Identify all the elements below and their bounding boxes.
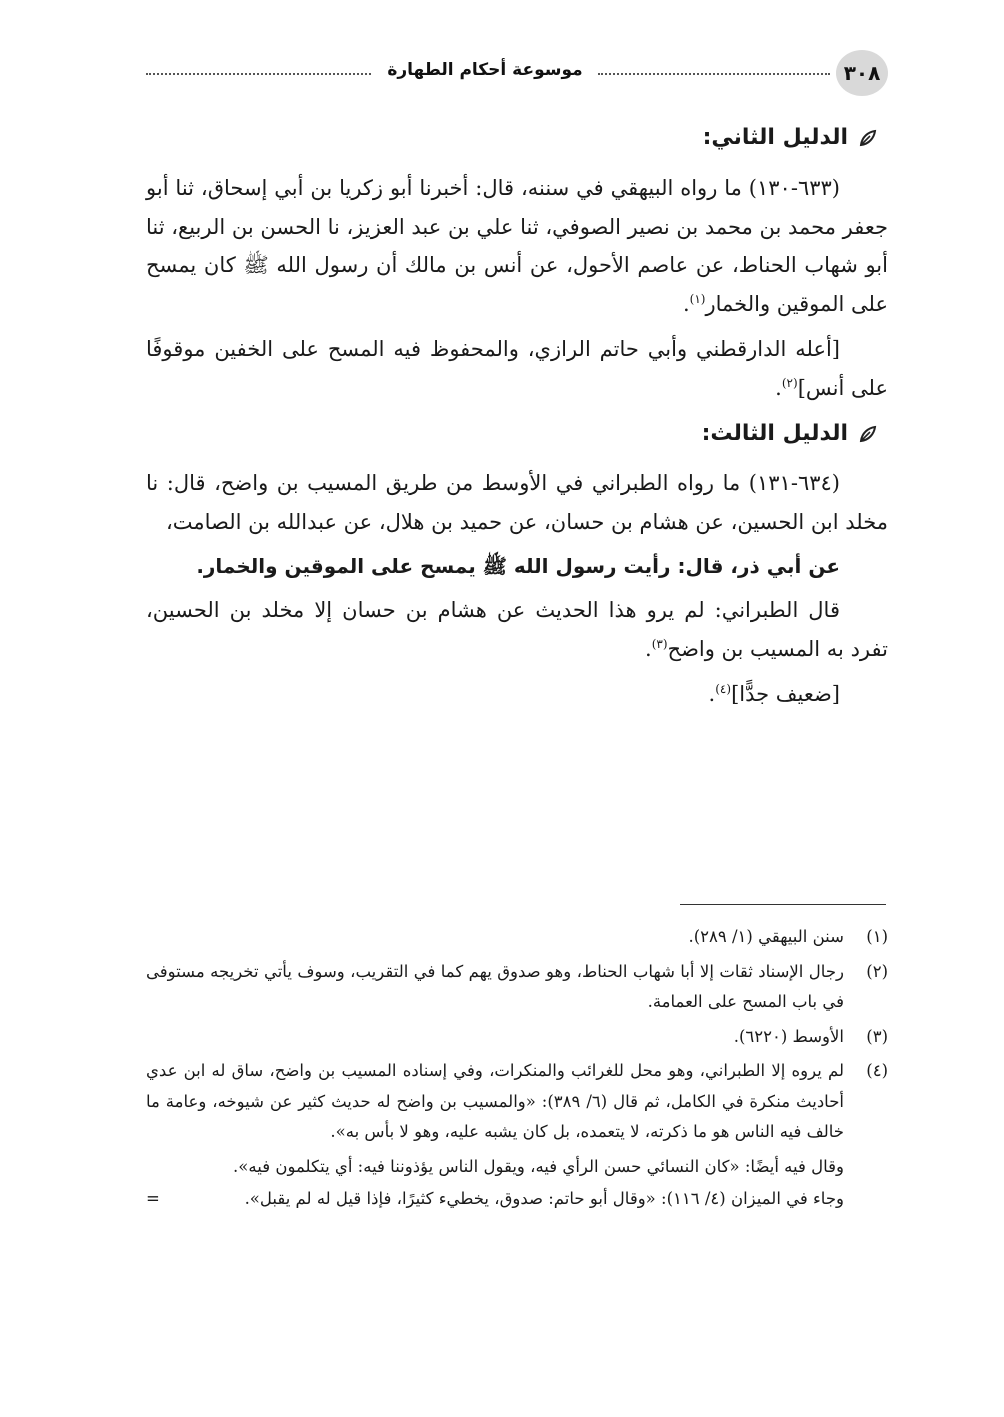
footnote-continuation <box>146 1184 888 1215</box>
section-heading-text: الدليل الثاني: <box>702 125 848 150</box>
grading-paragraph: [ضعيف جدًّا]$^{(٤)}$. <box>708 681 840 706</box>
paragraph: (٦٣٣-١٣٠) ما رواه البيهقي في سننه، قال: أخبرنا أبو زكريا بن أبي إسحاق، ثنا أبو جعفر محمد بن محمد بن نصير الصوفي، ثنا علي بن عبد العزيز، نا الحسن بن الربيع، ثنا أبو شهاب الحناط، عن عاصم الأحول، عن أنس بن مالك أن رسول الله ﷺ كان يمسح على الموقين والخمار$^{(١)}$. <box>146 175 888 317</box>
footnote-text: سنن البيهقي (١/ ٢٨٩). <box>688 927 844 946</box>
page-number: ٣٠٨ <box>843 61 881 85</box>
paragraph: (٦٣٤-١٣١) ما رواه الطبراني في الأوسط من طريق المسيب بن واضح، قال: نا مخلد ابن الحسين، عن هشام بن حسان، عن حميد بن هلال، عن عبدالله بن الصامت، <box>146 471 888 535</box>
page-number-badge <box>836 50 888 96</box>
main-text <box>146 118 888 720</box>
footnote-continuation-text: وجاء في الميزان (٤/ ١١٦): «وقال أبو حاتم: صدوق، يخطيء كثيرًا، فإذا قيل له لم يقبل». <box>244 1189 844 1209</box>
footnote-separator <box>680 904 886 905</box>
hadith-text: عن أبي ذر، قال: رأيت رسول الله ﷺ يمسح على الموقين والخمار. <box>196 554 840 579</box>
footnote <box>146 922 888 953</box>
paragraph: قال الطبراني: لم يرو هذا الحديث عن هشام بن حسان إلا مخلد بن الحسين، تفرد به المسيب بن واضح$^{(٣)}$. <box>146 598 888 661</box>
footnote-continuation: وقال فيه أيضًا: «كان النسائي حسن الرأي فيه، ويقول الناس يؤذوننا فيه: أي يتكلمون فيه». <box>233 1156 844 1176</box>
footnote-number: (٢) <box>866 961 888 981</box>
section-heading-third-evidence <box>146 414 888 455</box>
footnote-text: لم يروه إلا الطبراني، وهو محل للغرائب والمنكرات، وفي إسناده المسيب بن واضح، ساق له ابن عدي أحاديث منكرة في الكامل، ثم قال (٦/ ٣٨٩): «والمسيب بن واضح له حديث كثير عن شيوخه، وعامة ما خالف فيه الناس هو ما ذكرته، لا يتعمده، بل كان يشبه عليه، وهو لا بأس به». <box>146 1061 844 1142</box>
leaf-ornament-icon <box>858 424 878 444</box>
footnote <box>146 1022 888 1053</box>
footnote-ref[interactable]: (٣) <box>651 636 668 651</box>
paragraph: [أعله الدارقطني وأبي حاتم الرازي، والمحفوظ فيه المسح على الخفين موقوفًا على أنس]$^{(٢)}$. <box>146 337 888 400</box>
section-heading-text: الدليل الثالث: <box>701 420 848 446</box>
footnote <box>146 1056 888 1148</box>
section-heading-second-evidence <box>146 118 888 159</box>
footnote-number: (٤) <box>866 1061 888 1081</box>
header-dots-left <box>146 73 371 75</box>
footnote-ref[interactable]: (٤) <box>715 681 732 696</box>
footnote-text: الأوسط (٦٢٢٠). <box>733 1026 844 1046</box>
footnote-number: (٣) <box>866 1026 888 1046</box>
footnote <box>146 957 888 1018</box>
continuation-mark: = <box>146 1189 160 1209</box>
footnotes <box>146 922 888 1217</box>
header-dots-right <box>598 73 830 75</box>
footnote-ref[interactable]: (٢) <box>781 375 798 390</box>
footnote-ref[interactable]: (١) <box>689 292 706 307</box>
footnote-number: (١) <box>866 927 888 946</box>
footnote-text: رجال الإسناد ثقات إلا أبا شهاب الحناط، وهو صدوق يهم كما في التقريب، وسوف يأتي تخريجه مستوفى في باب المسح على العمامة. <box>146 961 844 1012</box>
running-header-title: موسوعة أحكام الطهارة <box>387 60 583 80</box>
leaf-ornament-icon <box>858 128 878 148</box>
